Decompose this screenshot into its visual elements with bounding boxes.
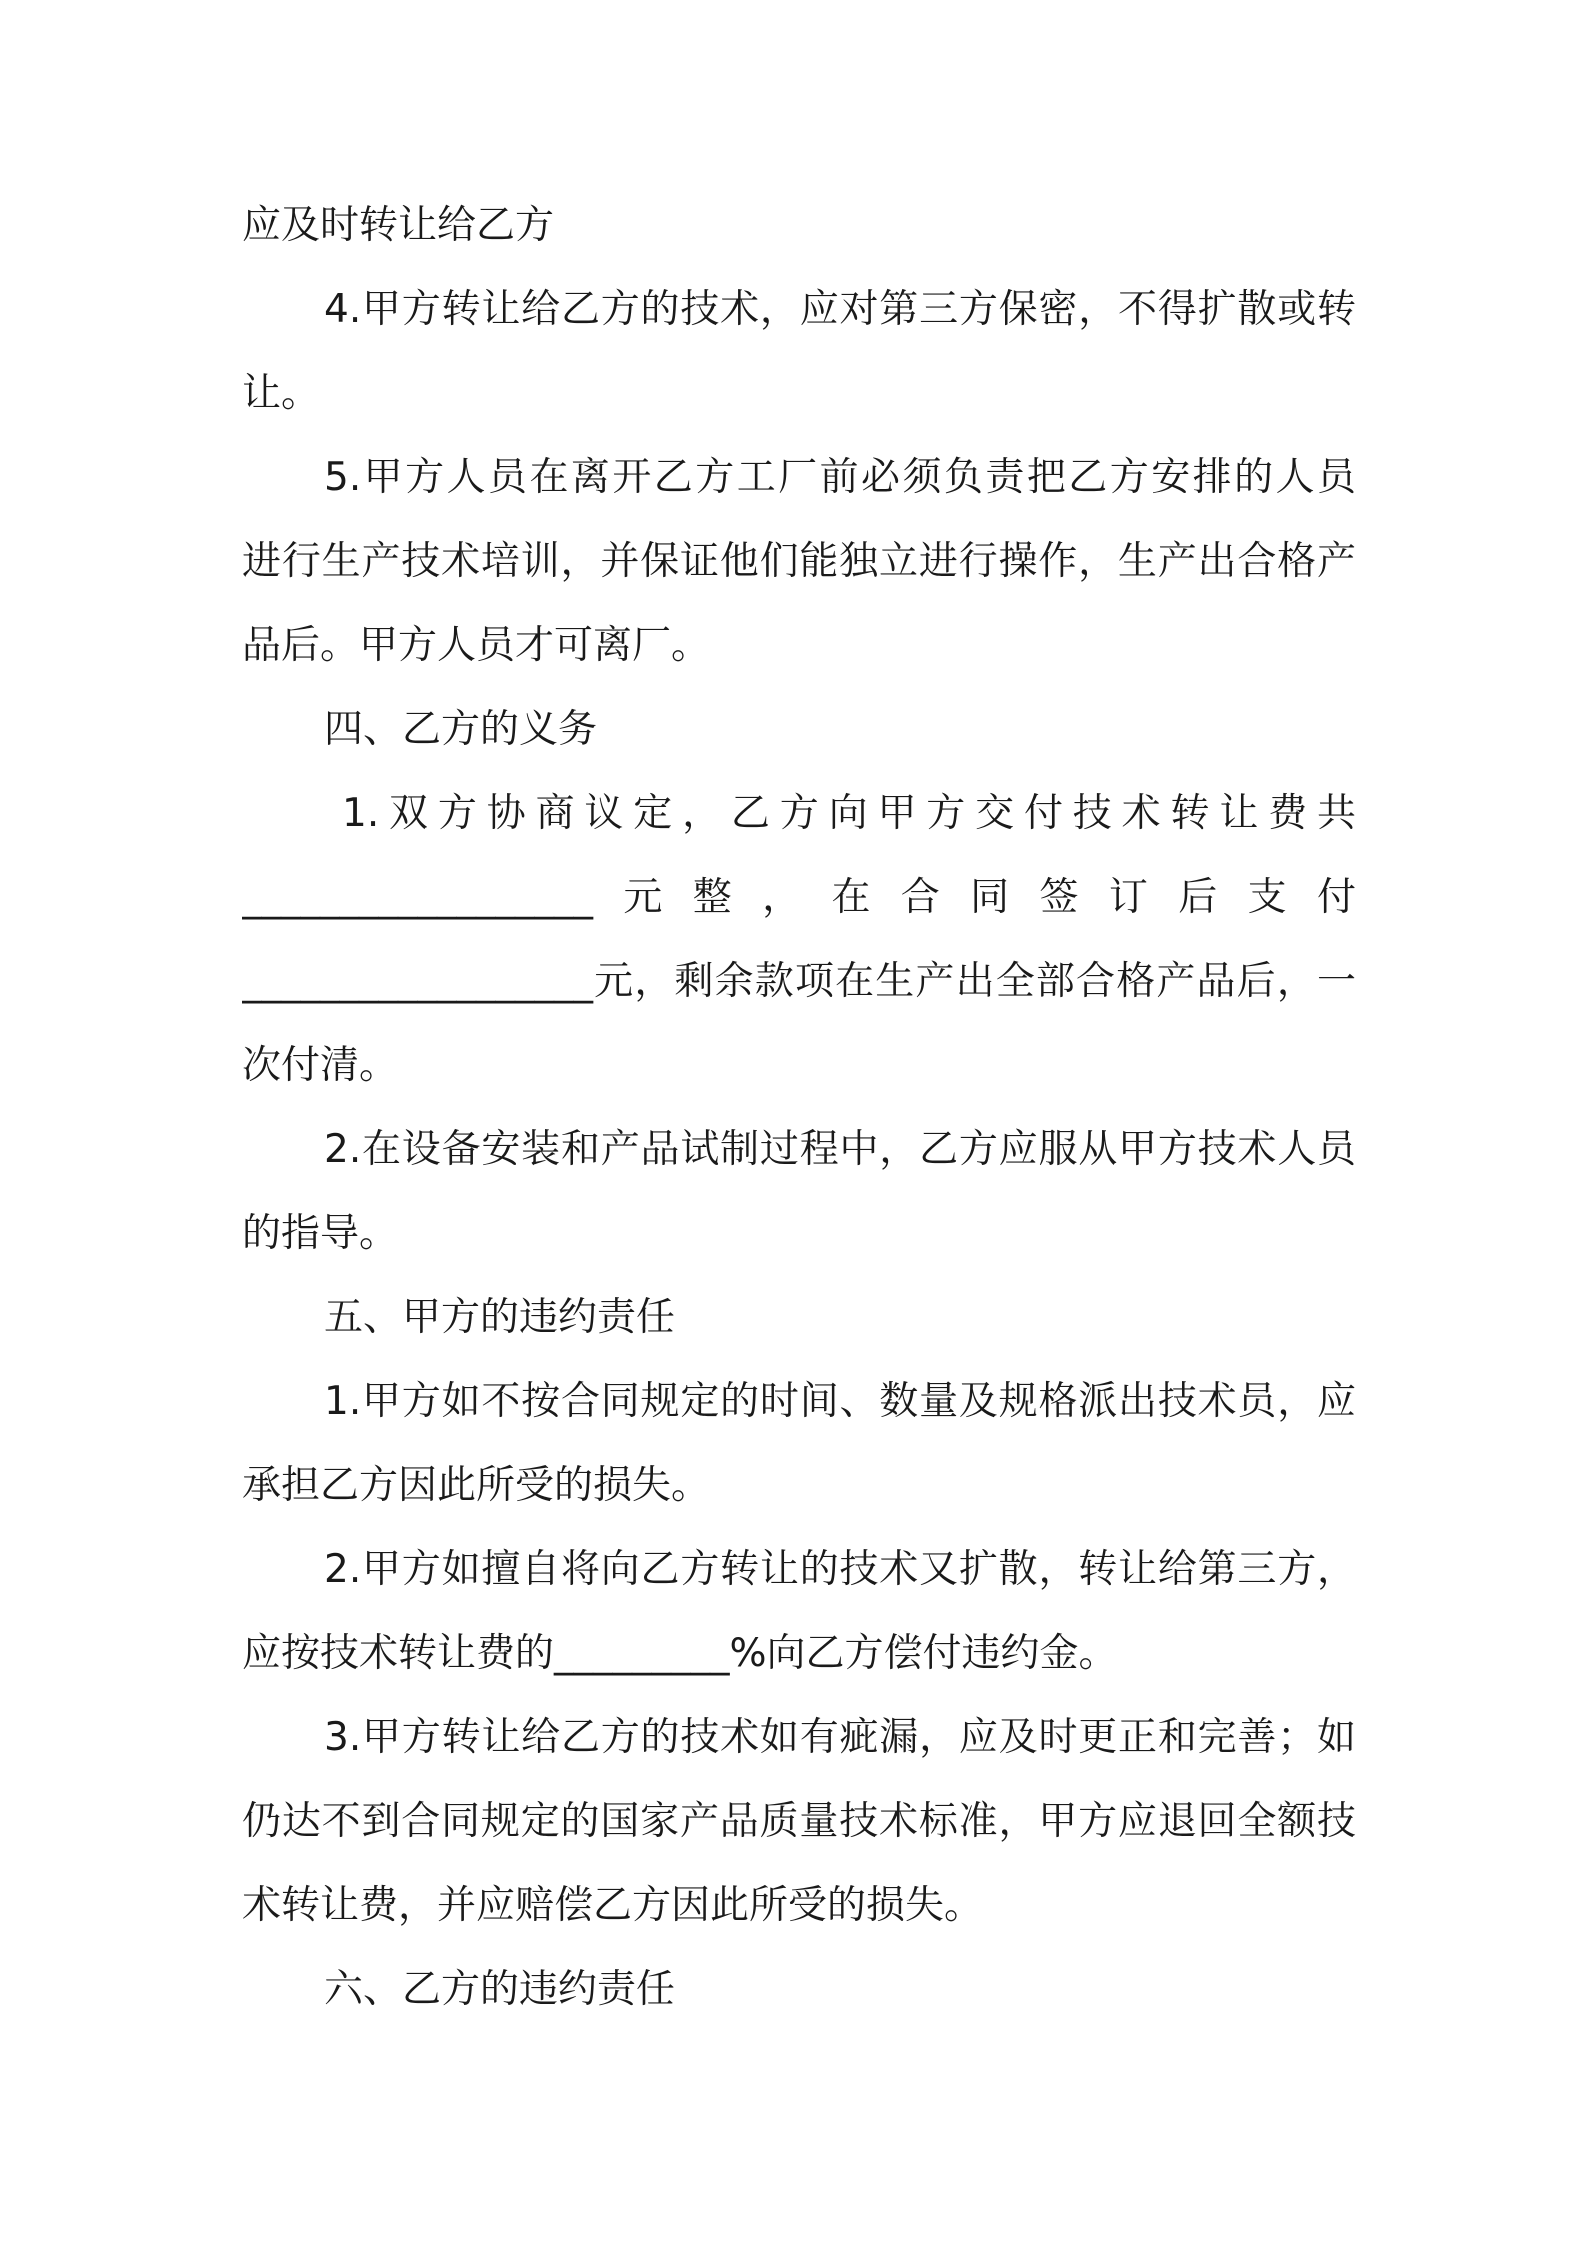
- text-line: 5.甲方人员在离开乙方工厂前必须负责把乙方安排的人员: [324, 455, 1356, 500]
- text-line: 让。: [242, 371, 321, 416]
- paragraph-party-b-clause-2: [242, 1108, 1356, 1276]
- section-heading: 四、乙方的义务: [324, 707, 598, 752]
- section-heading-6: [242, 1948, 1356, 2032]
- text-line: 品后。甲方人员才可离厂。: [242, 623, 711, 668]
- paragraph-clause-4: [242, 268, 1356, 436]
- text-line: 2.在设备安装和产品试制过程中，乙方应服从甲方技术人员: [324, 1127, 1356, 1172]
- text-line: 仍达不到合同规定的国家产品质量技术标准，甲方应退回全额技: [242, 1799, 1356, 1844]
- document-body: [242, 184, 1356, 2032]
- text-line: 3.甲方转让给乙方的技术如有疵漏，应及时更正和完善；如: [324, 1715, 1356, 1760]
- paragraph-clause-5: [242, 436, 1356, 688]
- text-line: 1.甲方如不按合同规定的时间、数量及规格派出技术员，应: [324, 1379, 1356, 1424]
- text-line-with-blank: __________________元，剩余款项在生产出全部合格产品后，一: [242, 959, 1356, 1004]
- text-line: 的指导。: [242, 1211, 399, 1256]
- text-line: 1.双方协商议定，乙方向甲方交付技术转让费共: [342, 791, 1356, 836]
- section-heading: 六、乙方的违约责任: [324, 1967, 676, 2012]
- section-heading: 五、甲方的违约责任: [324, 1295, 676, 1340]
- text-line-with-blank: __________________元整，在合同签订后支付: [242, 875, 1356, 920]
- section-heading-5: [242, 1276, 1356, 1360]
- text-line: 应及时转让给乙方: [242, 203, 555, 248]
- text-line: 术转让费，并应赔偿乙方因此所受的损失。: [242, 1883, 984, 1928]
- paragraph-continuation: [242, 184, 1356, 268]
- text-line: 进行生产技术培训，并保证他们能独立进行操作，生产出合格产: [242, 539, 1356, 584]
- text-line: 4.甲方转让给乙方的技术，应对第三方保密，不得扩散或转: [324, 287, 1356, 332]
- text-line: 次付清。: [242, 1043, 399, 1088]
- text-line: 承担乙方因此所受的损失。: [242, 1463, 711, 1508]
- text-line-with-blank: 应按技术转让费的_________%向乙方偿付违约金。: [242, 1631, 1118, 1676]
- paragraph-breach-clause-1: [242, 1360, 1356, 1528]
- paragraph-party-b-clause-1: [242, 772, 1356, 1108]
- text-line: 2.甲方如擅自将向乙方转让的技术又扩散，转让给第三方，: [324, 1547, 1356, 1592]
- paragraph-breach-clause-3: [242, 1696, 1356, 1948]
- section-heading-4: [242, 688, 1356, 772]
- paragraph-breach-clause-2: [242, 1528, 1356, 1696]
